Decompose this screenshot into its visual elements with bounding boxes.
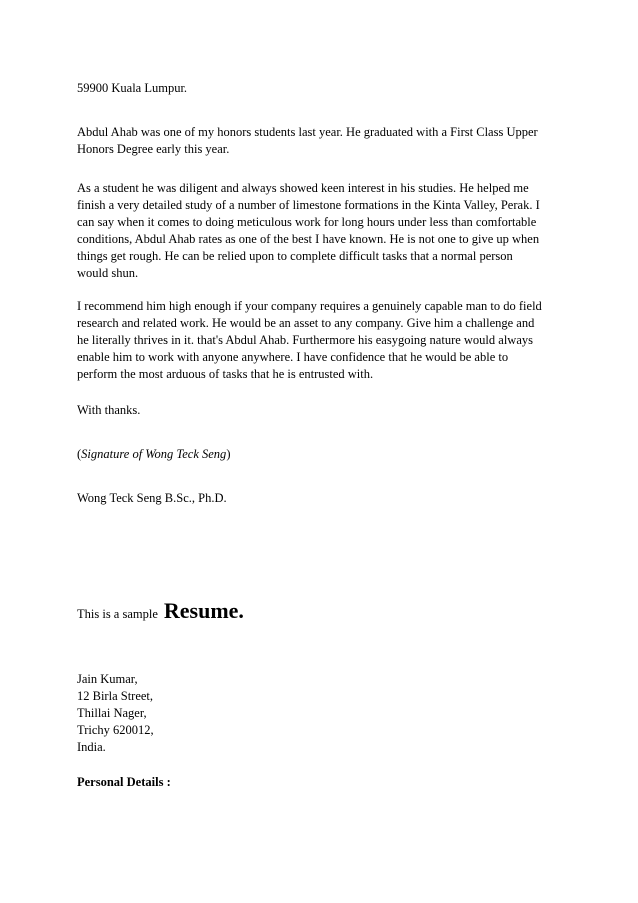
personal-details-heading: Personal Details : <box>77 775 171 789</box>
signature-text: Signature of Wong Teck Seng <box>81 447 227 461</box>
signature-placeholder <box>77 446 567 463</box>
resume-intro-text: This is a sample <box>77 607 158 621</box>
signature-line <box>77 446 567 463</box>
resume-title: Resume. <box>163 598 244 623</box>
resume-address-line: 12 Birla Street, <box>77 689 154 703</box>
section-heading <box>77 774 567 791</box>
paragraph-1 <box>77 124 567 158</box>
closing-text: With thanks. <box>77 403 141 417</box>
paragraph-2-line: As a student he was diligent and always showed keen interest in his studies. He helped me <box>77 181 529 195</box>
paragraph-2-line: would shun. <box>77 266 139 280</box>
paragraph-2-line: things get rough. He can be relied upon to complete difficult tasks that a normal person <box>77 249 513 263</box>
paragraph-2-line: can say when it comes to doing meticulous work for long hours under less than comfortable <box>77 215 537 229</box>
resume-address-line: Jain Kumar, <box>77 672 138 686</box>
paragraph-3-line: enable him to work with anyone anywhere. I have confidence that he would be able to <box>77 350 509 364</box>
signature-paren-close: ) <box>226 447 231 461</box>
paragraph-3-line: research and related work. He would be an asset to any company. Give him a challenge and <box>77 316 535 330</box>
address-line <box>77 80 567 97</box>
signer-name: Wong Teck Seng B.Sc., Ph.D. <box>77 491 227 505</box>
paragraph-2-line: conditions, Abdul Ahab rates as one of the best I have known. He is not one to give up when <box>77 232 540 246</box>
paragraph-1-line: Honors Degree early this year. <box>77 142 230 156</box>
resume-address-line: Trichy 620012, <box>77 723 154 737</box>
resume-address-block <box>77 671 567 756</box>
resume-address-line: India. <box>77 740 106 754</box>
paragraph-2 <box>77 180 567 282</box>
paragraph-3-line: I recommend him high enough if your company requires a genuinely capable man to do field <box>77 299 542 313</box>
address-text: 59900 Kuala Lumpur. <box>77 81 188 95</box>
resume-address-line: Thillai Nager, <box>77 706 147 720</box>
paragraph-2-line: finish a very detailed study of a number of limestone formations in the Kinta Valley, Perak. I <box>77 198 540 212</box>
signature-paren-open: ( <box>77 447 82 461</box>
paragraph-3 <box>77 298 567 383</box>
paragraph-1-line: Abdul Ahab was one of my honors students last year. He graduated with a First Class Upper <box>77 125 538 139</box>
paragraph-3-line: perform the most arduous of tasks that he is entrusted with. <box>77 367 374 381</box>
resume-heading <box>77 598 244 624</box>
signer-line <box>77 490 567 507</box>
paragraph-3-line: he literally thrives in it. that's Abdul Ahab. Furthermore his easygoing nature would always <box>77 333 533 347</box>
closing-line <box>77 402 567 419</box>
